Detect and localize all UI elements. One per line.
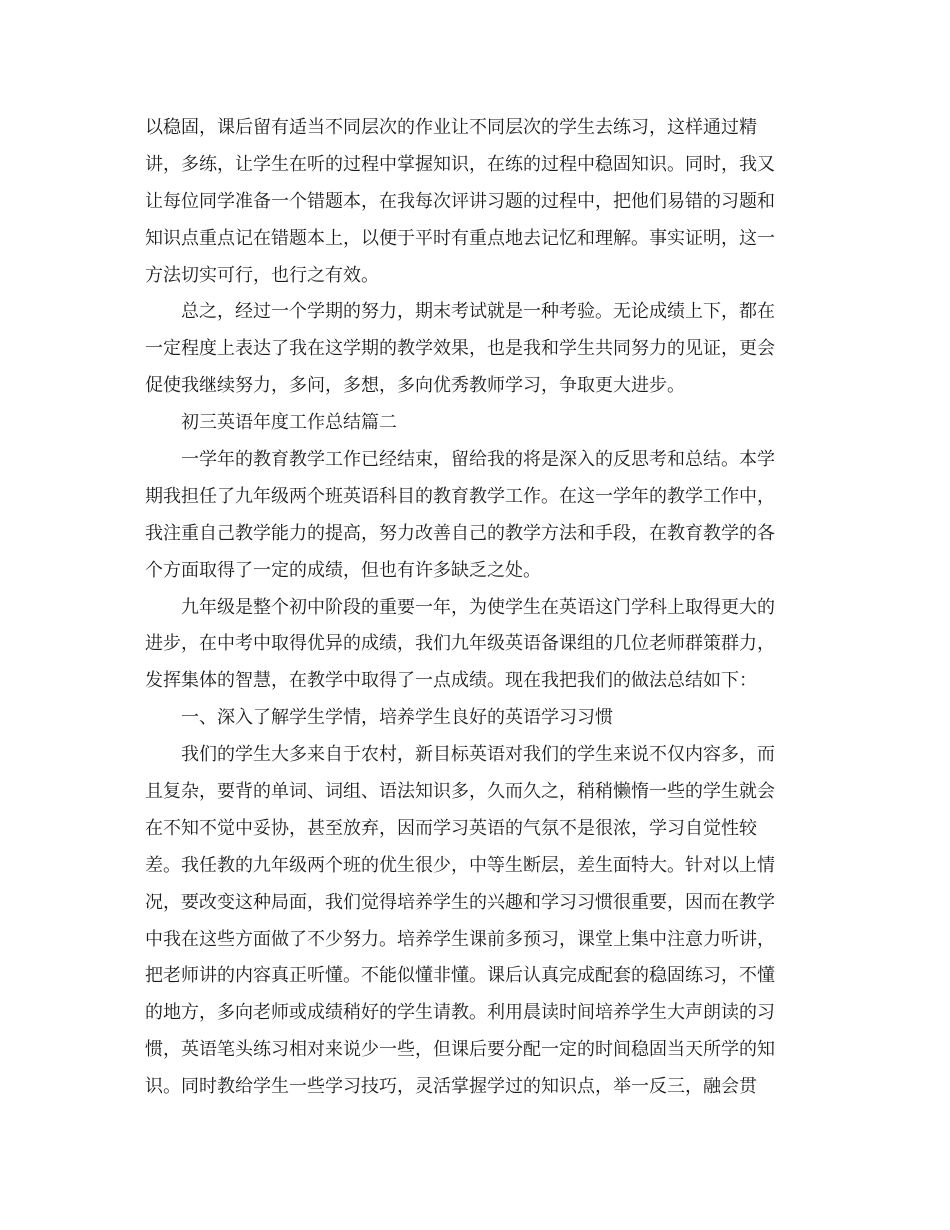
text-line: 方法切实可行，也行之有效。	[145, 264, 379, 286]
text-line: 让每位同学准备一个错题本，在我每次评讲习题的过程中，把他们易错的习题和	[145, 190, 775, 212]
body-text	[145, 110, 805, 1106]
text-line: 九年级是整个初中阶段的重要一年，为使学生在英语这门学科上取得更大的	[181, 596, 775, 618]
text-line: 在不知不觉中妥协，甚至放弃，因而学习英语的气氛不是很浓，学习自觉性较	[145, 817, 757, 839]
text-line: 进步，在中考中取得优异的成绩，我们九年级英语备课组的几位老师群策群力，	[145, 633, 775, 655]
subsection-heading: 一、深入了解学生学情，培养学生良好的英语学习习惯	[181, 707, 613, 729]
text-line: 我们的学生大多来自于农村，新目标英语对我们的学生来说不仅内容多，而	[181, 744, 775, 766]
text-line: 惯，英语笔头练习相对来说少一些，但课后要分配一定的时间稳固当天所学的知	[145, 1039, 775, 1061]
text-line: 总之，经过一个学期的努力，期末考试就是一种考验。无论成绩上下，都在	[181, 301, 775, 323]
section-heading: 初三英语年度工作总结篇二	[181, 412, 397, 434]
text-line: 个方面取得了一定的成绩，但也有许多缺乏之处。	[145, 559, 541, 581]
text-line: 差。我任教的九年级两个班的优生很少，中等生断层，差生面特大。针对以上情	[145, 854, 775, 876]
text-line: 知识点重点记在错题本上，以便于平时有重点地去记忆和理解。事实证明，这一	[145, 227, 775, 249]
text-line: 识。同时教给学生一些学习技巧，灵活掌握学过的知识点，举一反三，融会贯	[145, 1076, 757, 1098]
text-line: 况，要改变这种局面，我们觉得培养学生的兴趣和学习习惯很重要，因而在教学	[145, 891, 775, 913]
text-line: 我注重自己教学能力的提高，努力改善自己的教学方法和手段，在教育教学的各	[145, 522, 775, 544]
text-line: 发挥集体的智慧，在教学中取得了一点成绩。现在我把我们的做法总结如下：	[145, 670, 757, 692]
text-line: 促使我继续努力，多问，多想，多向优秀教师学习，争取更大进步。	[145, 375, 685, 397]
text-line: 期我担任了九年级两个班英语科目的教育教学工作。在这一学年的教学工作中，	[145, 485, 775, 507]
text-line: 且复杂，要背的单词、词组、语法知识多，久而久之，稍稍懒惰一些的学生就会	[145, 781, 775, 803]
text-line: 一学年的教育教学工作已经结束，留给我的将是深入的反思考和总结。本学	[181, 449, 775, 471]
text-line: 讲，多练，让学生在听的过程中掌握知识，在练的过程中稳固知识。同时，我又	[145, 153, 775, 175]
text-line: 的地方，多向老师或成绩稍好的学生请教。利用晨读时间培养学生大声朗读的习	[145, 1002, 775, 1024]
text-line: 中我在这些方面做了不少努力。培养学生课前多预习，课堂上集中注意力听讲，	[145, 928, 775, 950]
text-line: 一定程度上表达了我在这学期的教学效果，也是我和学生共同努力的见证，更会	[145, 338, 775, 360]
text-line: 以稳固，课后留有适当不同层次的作业让不同层次的学生去练习，这样通过精	[145, 117, 757, 138]
text-line: 把老师讲的内容真正听懂。不能似懂非懂。课后认真完成配套的稳固练习，不懂	[145, 965, 775, 987]
